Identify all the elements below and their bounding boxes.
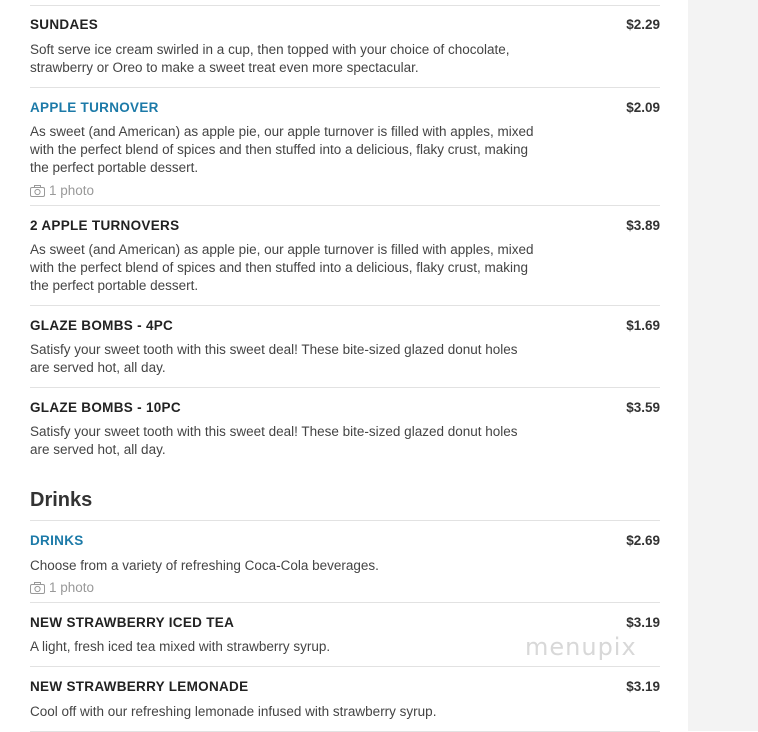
watermark-logo: menupix (525, 633, 637, 661)
item-price: $1.69 (626, 318, 660, 333)
menu-item (30, 520, 660, 603)
item-name: NEW STRAWBERRY ICED TEA (30, 615, 235, 630)
item-name: GLAZE BOMBS - 10PC (30, 400, 181, 415)
menu-item (30, 387, 660, 478)
photo-count: 1 photo (49, 580, 95, 595)
item-description: Soft serve ice cream swirled in a cup, then topped with your choice of chocolate, strawberry or Oreo to make a sweet treat even more spectacular. (30, 42, 510, 75)
item-price: $3.19 (626, 615, 660, 630)
item-name: GLAZE BOMBS - 4PC (30, 318, 174, 333)
item-price: $3.59 (626, 400, 660, 415)
menu-item (30, 666, 660, 732)
item-price: $2.69 (626, 533, 660, 548)
menu-item (30, 205, 660, 306)
item-price: $2.29 (626, 17, 660, 32)
item-description: Satisfy your sweet tooth with this sweet deal! These bite-sized glazed donut holes are served hot, all day. (30, 424, 518, 457)
item-name: NEW STRAWBERRY LEMONADE (30, 679, 249, 694)
menu-item (30, 87, 660, 206)
item-name: 2 APPLE TURNOVERS (30, 218, 180, 233)
item-description: Satisfy your sweet tooth with this sweet deal! These bite-sized glazed donut holes are served hot, all day. (30, 342, 518, 375)
item-name-link[interactable]: DRINKS (30, 533, 84, 548)
section-title: Drinks (30, 489, 93, 511)
item-name-link[interactable]: APPLE TURNOVER (30, 100, 159, 115)
item-description: Cool off with our refreshing lemonade infused with strawberry syrup. (30, 704, 437, 719)
photo-count: 1 photo (49, 183, 95, 198)
menu-item (30, 305, 660, 388)
item-description: As sweet (and American) as apple pie, our apple turnover is filled with apples, mixed with the perfect blend of spices and then stuffed into a delicious, flaky crust, making the perfect portable dessert. (30, 124, 534, 175)
item-description: Choose from a variety of refreshing Coca-Cola beverages. (30, 558, 379, 573)
item-price: $3.89 (626, 218, 660, 233)
item-name: SUNDAES (30, 17, 99, 32)
menu-item (30, 5, 660, 88)
photo-link[interactable] (30, 183, 94, 198)
item-description: A light, fresh iced tea mixed with strawberry syrup. (30, 639, 331, 654)
item-price: $2.09 (626, 100, 660, 115)
camera-icon (30, 582, 45, 594)
item-description: As sweet (and American) as apple pie, our apple turnover is filled with apples, mixed with the perfect blend of spices and then stuffed into a delicious, flaky crust, making the perfect portable dessert. (30, 242, 534, 293)
camera-icon (30, 185, 45, 197)
right-margin-panel (688, 0, 758, 731)
item-price: $3.19 (626, 679, 660, 694)
photo-link[interactable] (30, 580, 94, 595)
